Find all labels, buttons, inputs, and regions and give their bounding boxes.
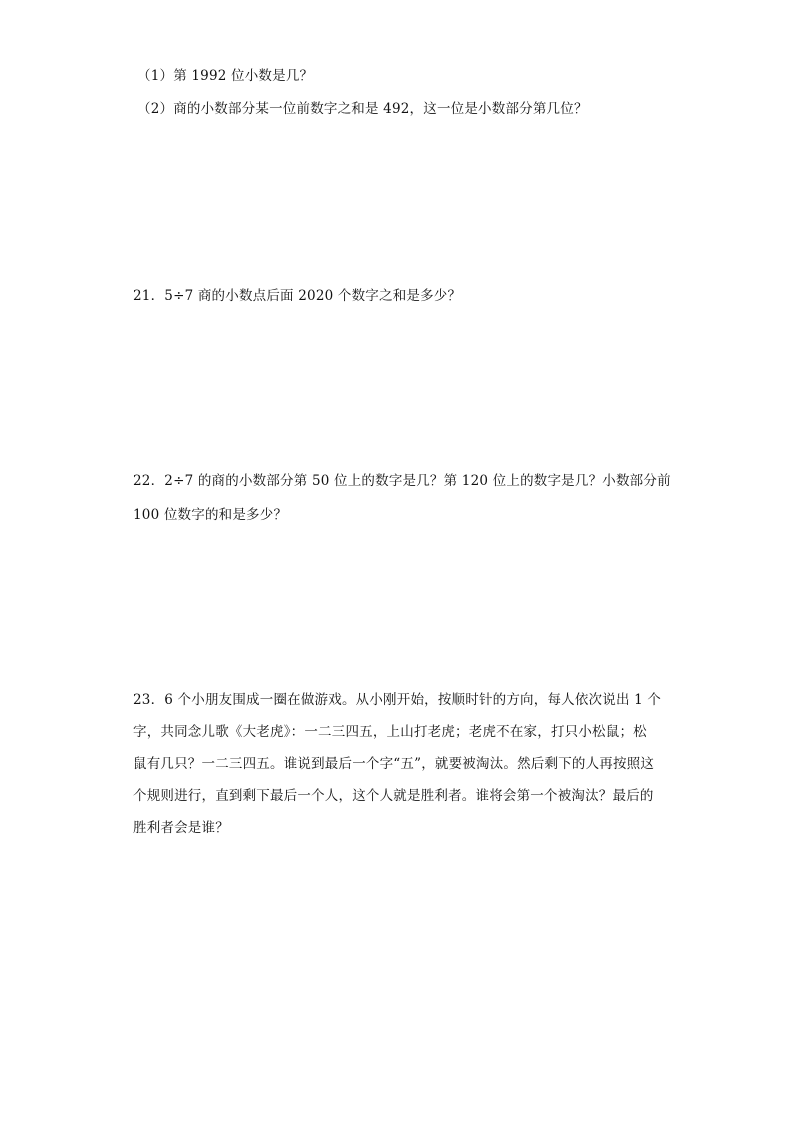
question-20-part-2: （2）商的小数部分某一位前数字之和是 492，这一位是小数部分第几位？ <box>137 101 588 117</box>
question-23-line-1: 23．6 个小朋友围成一圈在做游戏。从小刚开始，按顺时针的方向，每人依次说出 1 个 <box>133 692 662 708</box>
question-21-text: 21．5÷7 商的小数点后面 2020 个数字之和是多少？ <box>133 288 462 304</box>
question-20-part-1: （1）第 1992 位小数是几？ <box>137 68 314 84</box>
question-22-line-2: 100 位数字的和是多少？ <box>133 507 288 523</box>
question-23-line-4: 个规则进行，直到剩下最后一个人，这个人就是胜利者。谁将会第一个被淘汰？最后的 <box>133 788 654 804</box>
question-23-line-2: 字，共同念儿歌《大老虎》：一二三四五，上山打老虎；老虎不在家，打只小松鼠；松 <box>133 724 647 740</box>
question-22-line-1: 22．2÷7 的商的小数部分第 50 位上的数字是几？第 120 位上的数字是几？小数部分前 <box>133 473 671 489</box>
question-23-line-3: 鼠有几只？一二三四五。谁说到最后一个字“五”，就要被淘汰。然后剩下的人再按照这 <box>133 756 655 772</box>
question-23-line-5: 胜利者会是谁？ <box>133 820 229 836</box>
